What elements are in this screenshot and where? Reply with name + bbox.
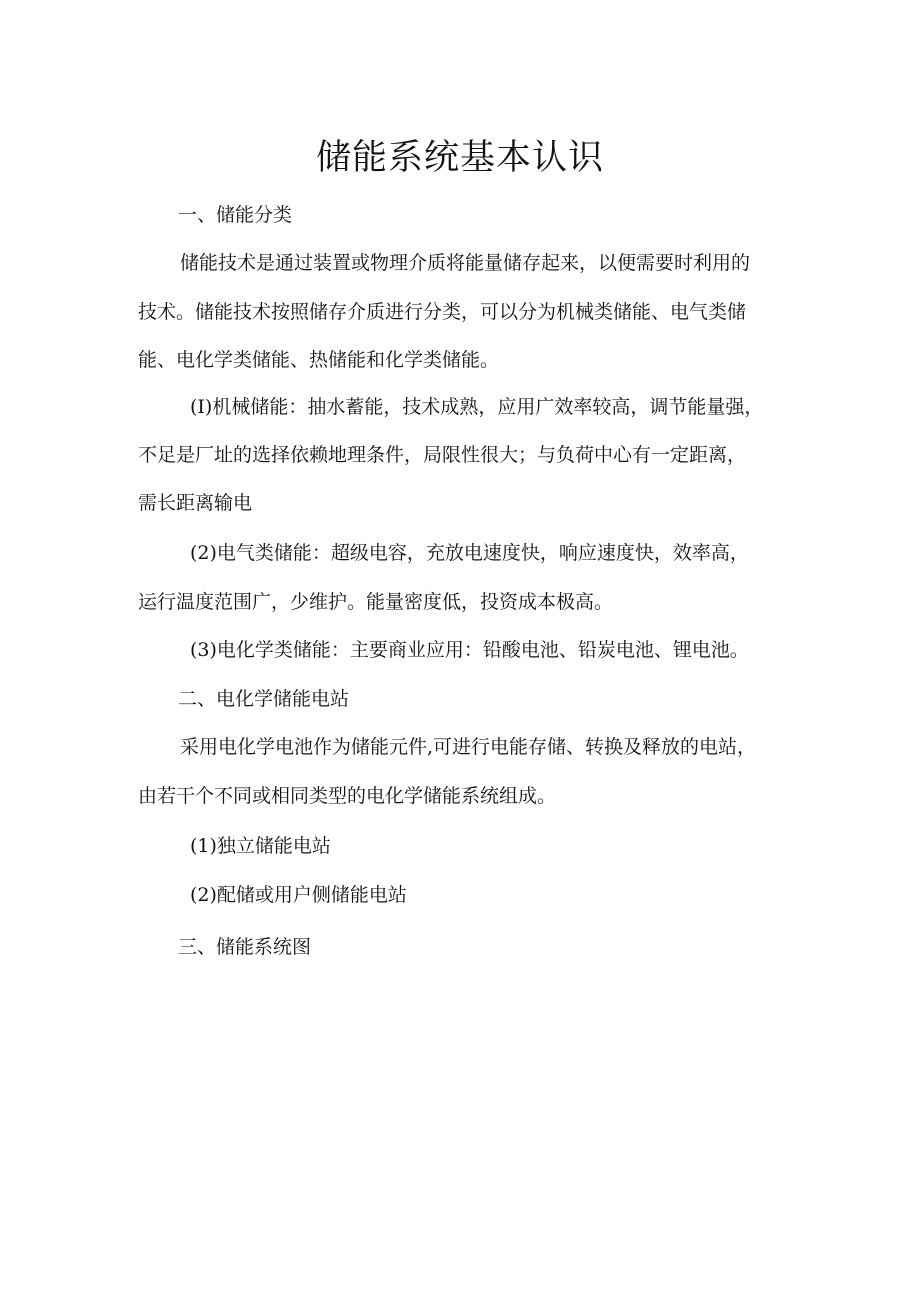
paragraph-line: 能、电化学类储能、热储能和化学类储能。 [138,349,500,371]
list-item-electrical-storage: (2)电气类储能：超级电容，充放电速度快，响应速度快，效率高， [190,542,749,564]
section-heading-storage-classification: 一、储能分类 [178,204,293,226]
paragraph-line: 不足是厂址的选择依赖地理条件，局限性很大；与负荷中心有一定距离， [138,444,747,466]
section-heading-system-diagram: 三、储能系统图 [178,936,312,958]
document-title: 储能系统基本认识 [315,138,604,178]
paragraph-line: 采用电化学电池作为储能元件,可进行电能存储、转换及释放的电站， [180,736,757,758]
paragraph-line: 储能技术是通过装置或物理介质将能量储存起来，以便需要时利用的 [180,252,751,274]
paragraph-line: 由若干个不同或相同类型的电化学储能系统组成。 [138,785,557,807]
paragraph-line: 需长距离输电 [138,492,253,514]
list-item-electrochemical-storage: (3)电化学类储能：主要商业应用：铅酸电池、铅炭电池、锂电池。 [190,639,749,661]
paragraph-line: 技术。储能技术按照储存介质进行分类，可以分为机械类储能、电气类储 [138,301,747,323]
list-item-user-side-station: (2)配储或用户侧储能电站 [190,884,407,906]
list-item-independent-station: (1)独立储能电站 [190,835,331,857]
section-heading-electrochemical-station: 二、电化学储能电站 [178,688,350,710]
paragraph-line: 运行温度范围广，少维护。能量密度低，投资成本极高。 [138,591,614,613]
list-item-mechanical-storage: (I)机械储能：抽水蓄能，技术成熟，应用广效率较高，调节能量强， [190,396,764,418]
